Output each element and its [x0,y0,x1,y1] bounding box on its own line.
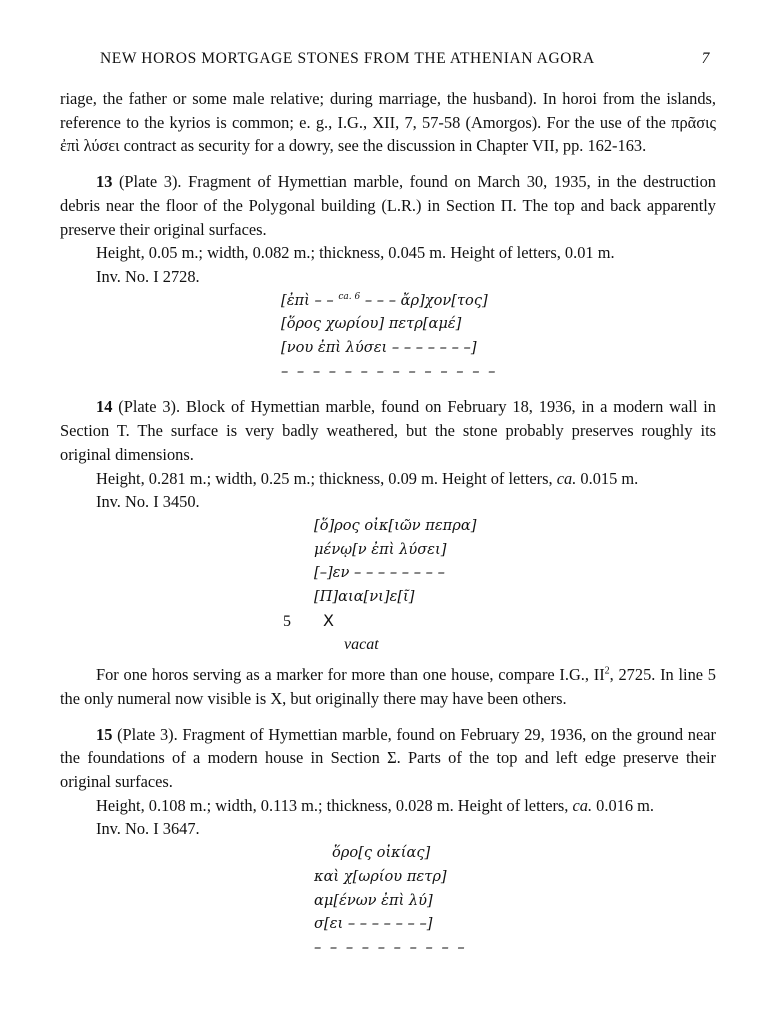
inscription-line: ὅρο[ς οἰκίας] [332,844,431,862]
inscription-line: σ[ει – – – – – – –] [314,915,433,933]
inscription-line: αμ[ένων ἐπὶ λύ] [314,891,433,909]
entry-15-dimensions: Height, 0.108 m.; width, 0.113 m.; thickness, 0.028 m. Height of letters, ca. 0.016 m. [96,795,654,815]
running-header [100,50,710,68]
superscript: 2 [604,665,610,677]
entry-14-comment: For one horos serving as a marker for more than one house, compare I.G., $II^2$, 2725. In line 5 the only numeral now visible is X, but originally there may have been others. [60,665,716,708]
inscription-line: μένῳ[ν ἐπὶ λύσει] [314,540,447,558]
inscription-line: [–]εν – – – – – – – – [314,564,445,582]
inscription-line: – – – – – – – – – – [314,938,467,956]
inscription-line: – – – – – – – – – – – – – – [281,362,498,380]
entry-13-number: 13 [96,172,113,192]
entry-14-number: 14 [96,397,113,417]
entry-14-inscription [60,514,716,657]
inscription-line-5 [283,609,716,634]
inscription-line: [Π]αια[νι]ε[ῖ] [314,588,415,606]
running-title: NEW HOROS MORTGAGE STONES FROM THE ATHENIAN AGORA [100,50,595,67]
line-number: 5 [283,612,291,630]
entry-14-dimensions: Height, 0.281 m.; width, 0.25 m.; thickness, 0.09 m. Height of letters, ca. 0.015 m. [96,468,639,488]
vacat: vacat [344,636,379,654]
entry-15-number: 15 [96,724,113,744]
ca-superscript: ca. 6 [338,291,361,302]
entry-15-inventory: Inv. No. I 3647. [96,819,200,839]
entry-15-description [60,723,716,794]
entry-13-text: (Plate 3). Fragment of Hymettian marble, found on March 30, 1935, in the destruction debris near the floor of the Polygonal building (L.R.) in Section Π. The top and back apparently preserve their original surfaces. [60,172,716,239]
entry-13-description [60,170,716,241]
inscription-line: [ὅρος χωρίου] πετρ[αμέ] [281,315,462,333]
inscription-line: [νου ἐπὶ λύσει – – – – – – –] [281,339,477,357]
entry-15-inscription [60,841,716,960]
body-text [60,87,716,960]
entry-14-text: (Plate 3). Block of Hymettian marble, found on February 18, 1936, in a modern wall in Section T. The surface is very badly weathered, but the stone probably preserves roughly its original dimensions. [60,397,716,464]
entry-13-dimensions: Height, 0.05 m.; width, 0.082 m.; thickness, 0.045 m. Height of letters, 0.01 m. [96,243,615,263]
entry-15-text: (Plate 3). Fragment of Hymettian marble, found on February 29, 1936, on the ground near the foundations of a modern house in Section Σ. Parts of the top and left edge preserve their original surfaces. [60,724,716,791]
entry-13-inscription [60,289,716,384]
numeral-x: X [323,610,334,630]
entry-14-inventory: Inv. No. I 3450. [96,492,200,512]
entry-13-inventory: Inv. No. I 2728. [96,266,200,286]
inscription-line: [ὅ]ρος οἰκ[ιῶν πεπρα] [314,516,477,534]
page-number: 7 [701,50,710,67]
paragraph-continuation: riage, the father or some male relative; during marriage, the husband). In horoi from the islands, reference to the kyrios is common; e. g., I.G., XII, 7, 57-58 (Amorgos). For the use of the πρᾶσις ἐπὶ λύσει contract as security for a dowry, see the discussion in Chapter VII, pp. 162-163. [60,89,716,156]
entry-14-description [60,395,716,466]
inscription-line: καὶ χ[ωρίου πετρ] [314,867,447,885]
inscription-line: [ἐπὶ – – $^{ca. 6}$ – – – ἄρ]χον[τος] [281,291,488,309]
